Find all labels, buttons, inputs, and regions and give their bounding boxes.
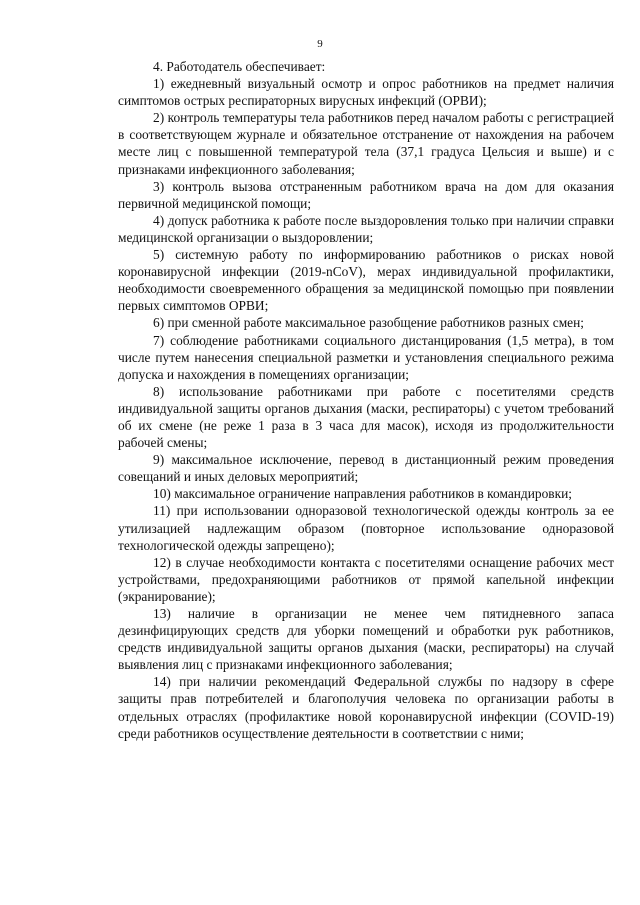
list-item-14: 14) при наличии рекомендаций Федеральной службы по надзору в сфере защиты прав потребителей и благополучия человека по организации работы в отдельных отраслях (профилактике новой коронавирусной инфекции (COVID-19) среди работников осуществление деятельности в соответствии с ними; bbox=[118, 674, 614, 741]
list-item-3: 3) контроль вызова отстраненным работником врача на дом для оказания первичной медицинской помощи; bbox=[118, 178, 614, 211]
page-number: 9 bbox=[317, 38, 323, 50]
list-item-5: 5) системную работу по информированию работников о рисках новой коронавирусной инфекции (2019-nCoV), мерах индивидуальной профилактики, необходимости своевременного обращения за медицинской помощью при появлении первых симптомов ОРВИ; bbox=[118, 247, 614, 314]
list-item-10: 10) максимальное ограничение направления работников в командировки; bbox=[153, 486, 573, 502]
list-item-4: 4) допуск работника к работе после выздоровления только при наличии справки медицинской организации о выздоровлении; bbox=[118, 212, 614, 245]
list-item-11: 11) при использовании одноразовой технологической одежды контроль за ее утилизацией надлежащим образом (повторное использование одноразовой технологической одежды запрещено); bbox=[118, 503, 614, 553]
list-item-8: 8) использование работниками при работе с посетителями средств индивидуальной защиты органов дыхания (маски, респираторы) с учетом требований об их смене (не реже 1 раза в 3 часа для масок), исходя из продолжительности рабочей смены; bbox=[118, 383, 614, 451]
document-body bbox=[118, 58, 614, 742]
list-item-6: 6) при сменной работе максимальное разобщение работников разных смен; bbox=[153, 315, 585, 331]
list-item-13: 13) наличие в организации не менее чем пятидневного запаса дезинфицирующих средств для уборки помещений и обработки рук работников, средств индивидуальной защиты органов дыхания (маски, респираторы) на случай выявления лиц с признаками инфекционного заболевания; bbox=[118, 606, 614, 673]
list-item-9: 9) максимальное исключение, перевод в дистанционный режим проведения совещаний и иных деловых мероприятий; bbox=[118, 452, 614, 485]
list-item-12: 12) в случае необходимости контакта с посетителями оснащение рабочих мест устройствами, предохраняющими работников от прямой капельной инфекции (экранирование); bbox=[118, 554, 614, 604]
list-item-7: 7) соблюдение работниками социального дистанцирования (1,5 метра), в том числе путем нанесения специальной разметки и установления специального режима допуска и нахождения в помещениях организации; bbox=[118, 332, 614, 382]
section-heading: 4. Работодатель обеспечивает: bbox=[153, 59, 326, 74]
list-item-2: 2) контроль температуры тела работников перед началом работы с регистрацией в соответствующем журнале и обязательное отстранение от нахождения на рабочем месте лиц с повышенной температурой тела (37,1 градуса Цельсия и выше) и с признаками инфекционного заболевания; bbox=[118, 110, 614, 177]
list-item-1: 1) ежедневный визуальный осмотр и опрос работников на предмет наличия симптомов острых респираторных вирусных инфекций (ОРВИ); bbox=[118, 76, 614, 109]
